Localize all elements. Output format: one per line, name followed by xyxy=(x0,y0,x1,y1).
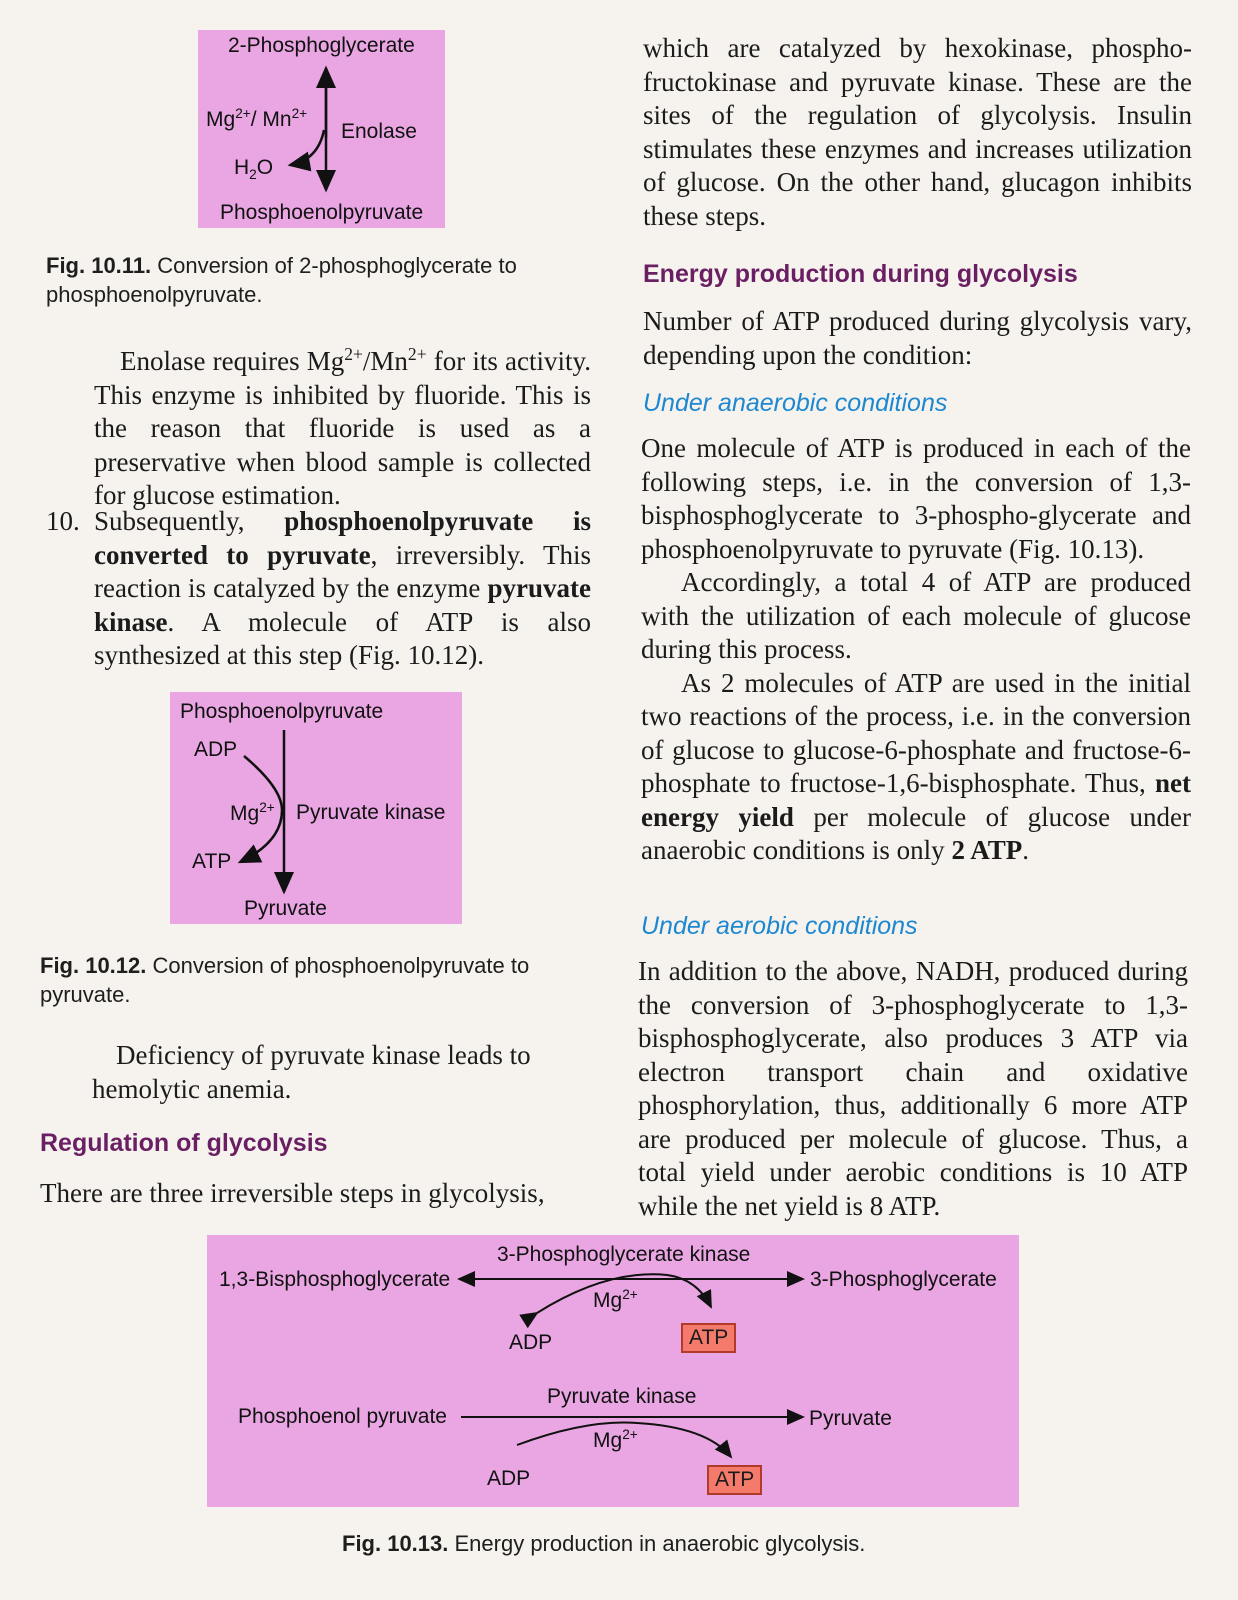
fig12-top-label: Phosphoenolpyruvate xyxy=(180,700,384,723)
fig13-caption-label: Fig. 10.13. xyxy=(342,1531,449,1556)
fig12-adp-label: ADP xyxy=(194,738,238,761)
fig11-water-label: $H_2O$ xyxy=(234,156,274,183)
left-para-enolase xyxy=(94,338,591,513)
fig11-enzyme-label: Enolase xyxy=(341,120,417,143)
fig12-caption-text: Conversion of phosphoenolpyruvate to pyruvate. xyxy=(40,953,530,1007)
fig13-right2-label: Pyruvate xyxy=(809,1407,892,1430)
list-item-10-number: 10. xyxy=(46,506,80,536)
fig13-left2-label: Phosphoenol pyruvate xyxy=(238,1405,447,1428)
fig11-caption xyxy=(46,251,601,309)
fig12-atp-label: ATP xyxy=(192,850,232,873)
fig12-enzyme-label: Pyruvate kinase xyxy=(296,801,446,824)
right-para-top xyxy=(643,32,1192,233)
subheading-anaerobic: Under anaerobic conditions xyxy=(643,389,948,417)
fig12-cofactor-label: $Mg^{2+}$ xyxy=(230,800,275,825)
figure-10-13 xyxy=(207,1235,1019,1507)
fig13-mg1-label: $Mg^{2+}$ xyxy=(593,1287,638,1312)
fig13-caption xyxy=(342,1529,1042,1558)
heading-regulation: Regulation of glycolysis xyxy=(40,1129,328,1157)
figure-10-11 xyxy=(198,30,445,228)
left-para-deficiency xyxy=(92,1039,592,1106)
fig13-atp1-highlight: ATP xyxy=(681,1323,736,1353)
fig13-enzyme1-label: 3-Phosphoglycerate kinase xyxy=(497,1243,751,1266)
fig11-bottom-label: Phosphoenolpyruvate xyxy=(220,201,424,224)
energy-intro-paragraph: Number of ATP produced during glycolysis vary, depending upon the condition: xyxy=(643,306,1192,370)
subheading-aerobic: Under aerobic conditions xyxy=(641,912,918,940)
fig11-caption-text: Conversion of 2-phosphoglycerate to phosphoenolpyruvate. xyxy=(46,253,517,307)
regulation-paragraph: There are three irreversible steps in glycolysis, xyxy=(40,1178,545,1208)
fig12-caption-label: Fig. 10.12. xyxy=(40,953,147,978)
deficiency-paragraph: Deficiency of pyruvate kinase leads to hemolytic anemia. xyxy=(92,1040,531,1104)
fig11-top-label: 2-Phosphoglycerate xyxy=(228,34,415,57)
aerobic-paragraph: In addition to the above, NADH, produced during the conversion of 3-phosphoglycerate to 1,3-bisphosphoglycerate, also produces 3 ATP via electron transport chain and oxidative phosphorylation, thus, additionally 6 more ATP are produced per molecule of glucose. Thus, a total yield under aerobic conditions is 10 ATP while the net yield is 8 ATP. xyxy=(638,956,1188,1221)
fig12-caption xyxy=(40,951,600,1009)
fig13-caption-text: Energy production in anaerobic glycolysis. xyxy=(448,1531,866,1556)
fig13-adp1-label: ADP xyxy=(509,1331,553,1354)
heading-energy-production: Energy production during glycolysis xyxy=(643,260,1078,288)
anaerobic-paragraph-2: Accordingly, a total 4 of ATP are produced with the utilization of each molecule of glucose during this process. xyxy=(641,567,1191,664)
fig11-caption-label: Fig. 10.11. xyxy=(46,253,152,278)
regulation-sites-paragraph: which are catalyzed by hexokinase, phospho-fructokinase and pyruvate kinase. These are the sites of the regulation of glycolysis. Insulin stimulates these enzymes and increases utilization of glucose. On the other hand, glucagon inhibits these steps. xyxy=(643,33,1192,231)
enolase-paragraph: Enolase requires $Mg^{2+}/Mn^{2+}$ for its activity. This enzyme is inhibited by fluoride. This is the reason that fluoride is used as a preservative when blood sample is collected for glucose estimation. xyxy=(94,344,592,510)
figure-10-12 xyxy=(170,692,462,924)
fig13-mg2-label: $Mg^{2+}$ xyxy=(593,1427,638,1452)
fig11-cofactor-label: $Mg^{2+}/$ $Mn^{2+}$ xyxy=(206,106,308,131)
fig13-right1-label: 3-Phosphoglycerate xyxy=(810,1268,997,1291)
fig13-adp2-label: ADP xyxy=(487,1467,531,1490)
list-item-10 xyxy=(94,505,591,673)
anaerobic-paragraph-1: One molecule of ATP is produced in each of the following steps, i.e. in the conversion of 1,3-bisphosphoglycerate to 3-phospho-glycerate and phosphoenolpyruvate to pyruvate (Fig. 10.13). xyxy=(641,433,1191,564)
right-para-energy xyxy=(643,305,1192,372)
right-para-anaerobic xyxy=(641,432,1191,868)
fig13-enzyme2-label: Pyruvate kinase xyxy=(547,1385,697,1408)
left-para-regulation xyxy=(40,1177,600,1211)
fig12-bottom-label: Pyruvate xyxy=(244,897,327,920)
list-item-10-text: Subsequently, phosphoenolpyruvate is converted to pyruvate, irreversibly. This reaction is catalyzed by the enzyme pyruvate kinase. A molecule of ATP is also synthesized at this step (Fig. 10.12). xyxy=(94,506,591,670)
fig13-atp2-highlight: ATP xyxy=(707,1465,762,1495)
anaerobic-paragraph-3: As 2 molecules of ATP are used in the initial two reactions of the process, i.e. in the conversion of glucose to glucose-6-phosphate and fructose-6-phosphate to fructose-1,6-bisphosphate. Thus, net energy yield per molecule of glucose under anaerobic conditions is only 2 ATP. xyxy=(641,667,1191,865)
right-para-aerobic xyxy=(638,955,1188,1223)
fig13-left1-label: 1,3-Bisphosphoglycerate xyxy=(219,1268,451,1291)
